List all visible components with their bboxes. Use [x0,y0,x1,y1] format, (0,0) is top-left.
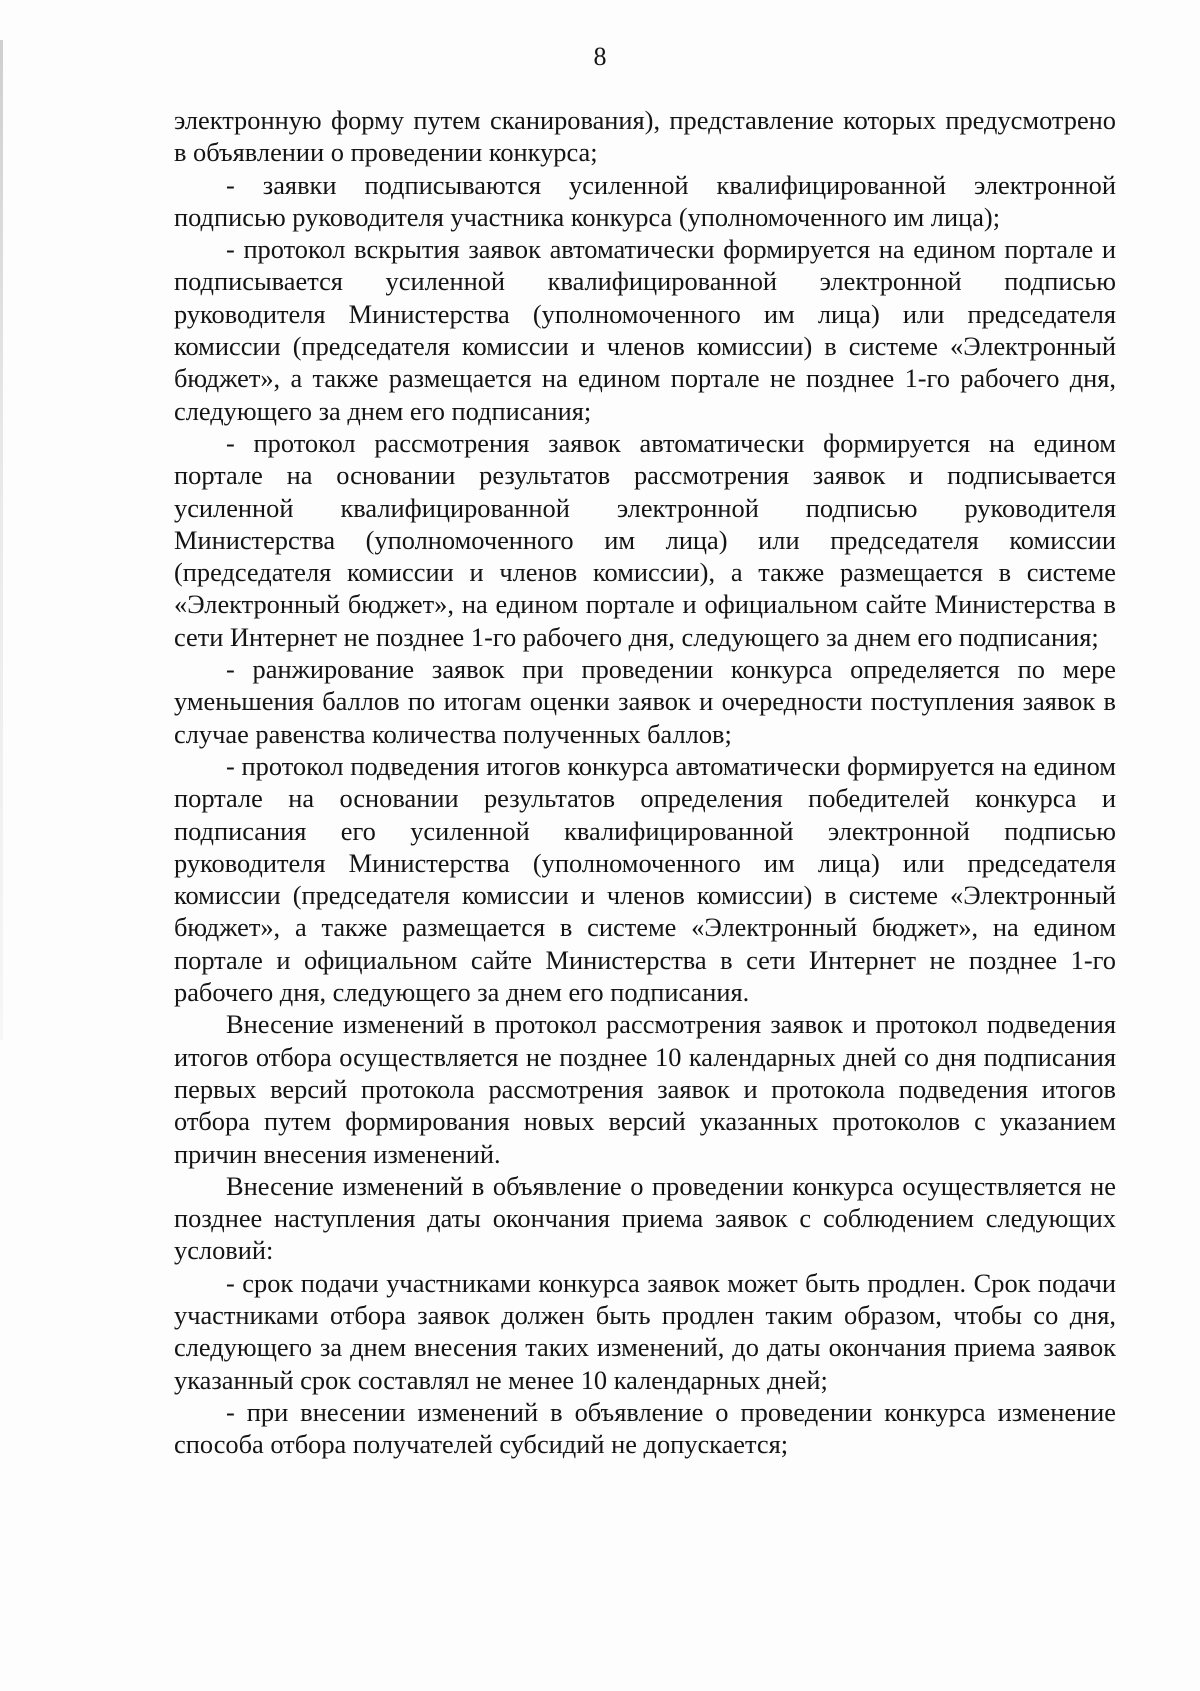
paragraph: электронную форму путем сканирования), представление которых предусмотрено в объявлении о проведении конкурса; [174,105,1116,168]
page-number: 8 [593,42,607,71]
document-body [174,104,1116,1460]
paragraph: - при внесении изменений в объявление о проведении конкурса изменение способа отбора получателей субсидий не допускается; [174,1396,1116,1460]
paragraph: - протокол подведения итогов конкурса автоматически формируется на едином портале на основании результатов определения победителей конкурса и подписания его усиленной квалифицированной электронной подписью руководителя Министерства (уполномоченного им лица) или председателя комиссии (председателя комиссии и членов комиссии) в системе «Электронный бюджет», а также размещается в системе «Электронный бюджет», на едином портале и официальном сайте Министерства в сети Интернет не позднее 1-го рабочего дня, следующего за днем его подписания. [174,750,1116,1008]
scan-edge-shadow [0,40,3,1040]
paragraph: - срок подачи участниками конкурса заявок может быть продлен. Срок подачи участниками отбора заявок должен быть продлен таким образом, чтобы со дня, следующего за днем внесения таких изменений, до даты окончания приема заявок указанный срок составлял не менее 10 календарных дней; [174,1267,1116,1395]
paragraph: - протокол вскрытия заявок автоматически формируется на едином портале и подписывается усиленной квалифицированной электронной подписью руководителя Министерства (уполномоченного им лица) или председателя комиссии (председателя комиссии и членов комиссии) в системе «Электронный бюджет», а также размещается на едином портале не позднее 1-го рабочего дня, следующего за днем его подписания; [174,234,1116,426]
paragraph: - ранжирование заявок при проведении конкурса определяется по мере уменьшения баллов по итогам оценки заявок и очередности поступления заявок в случае равенства количества полученных баллов; [174,654,1116,749]
paragraph: - заявки подписываются усиленной квалифицированной электронной подписью руководителя участника конкурса (уполномоченного им лица); [174,169,1116,232]
paragraph: Внесение изменений в протокол рассмотрения заявок и протокол подведения итогов отбора осуществляется не позднее 10 календарных дней со дня подписания первых версий протокола рассмотрения заявок и протокола подведения итогов отбора путем формирования новых версий указанных протоколов с указанием причин внесения изменений. [174,1009,1116,1169]
paragraph: Внесение изменений в объявление о проведении конкурса осуществляется не позднее наступления даты окончания приема заявок с соблюдением следующих условий: [174,1170,1116,1266]
paragraph: - протокол рассмотрения заявок автоматически формируется на едином портале на основании результатов рассмотрения заявок и подписывается усиленной квалифицированной электронной подписью руководителя Министерства (уполномоченного им лица) или председателя комиссии (председателя комиссии и членов комиссии), а также размещается в системе «Электронный бюджет», на едином портале и официальном сайте Министерства в сети Интернет не позднее 1-го рабочего дня, следующего за днем его подписания; [174,427,1116,652]
